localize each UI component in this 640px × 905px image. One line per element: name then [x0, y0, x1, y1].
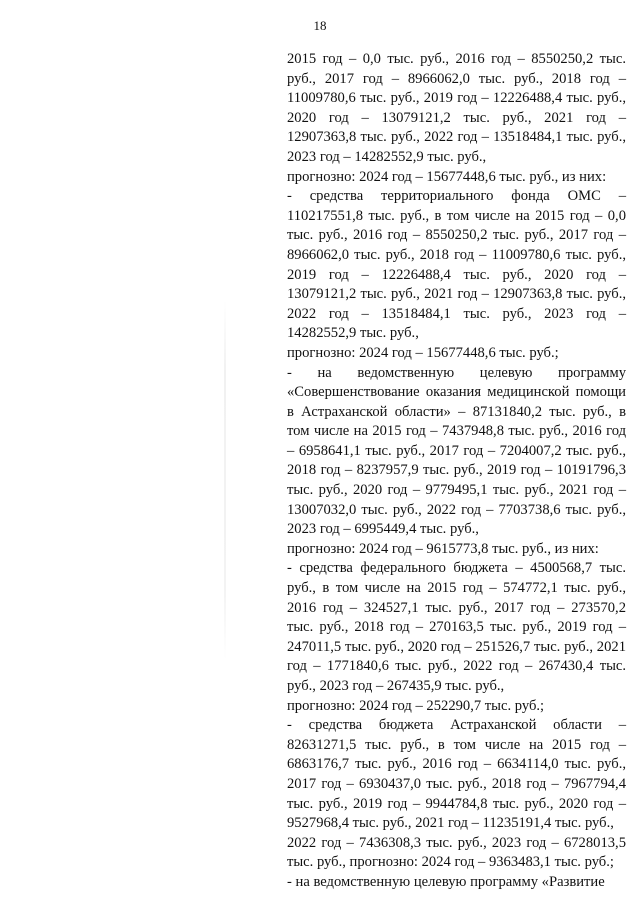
paragraph-federal-budget: - средства федерального бюджета – 4500568,7 тыс. руб., в том числе на 2015 год – 574772,1 тыс. руб., 2016 год – 324527,1 тыс. руб., 2017 год – 273570,2 тыс. руб., 2018 год – 270163,5 тыс. руб., 2019 год – 247011,5 тыс. руб., 2020 год – 251526,7 тыс. руб., 2021 год – 1771840,6 тыс. руб., 2022 год – 267430,4 тыс. руб., 2023 год – 267435,9 тыс. руб., — [287, 560, 626, 694]
paragraph-regional-budget: - средства бюджета Астраханской области – 82631271,5 тыс. руб., в том числе на 2015 год – 6863176,7 тыс. руб., 2016 год – 6634114,0 тыс. руб., 2017 год – 6930437,0 тыс. руб., 2018 год – 7967794,4 тыс. руб., 2019 год – 9944784,8 тыс. руб., 2020 год – 9527968,4 тыс. руб., 2021 год – 11235191,4 тыс. руб., — [287, 717, 626, 832]
paragraph-medical-forecast: прогнозно: 2024 год – 9615773,8 тыс. руб., из них: — [287, 540, 599, 557]
scan-artifact-line — [224, 300, 226, 660]
paragraph-oms-forecast: прогнозно: 2024 год – 15677448,6 тыс. руб.; — [287, 344, 559, 361]
paragraph-oms-fund: - средства территориального фонда ОМС – 110217551,8 тыс. руб., в том числе на 2015 год – 0,0 тыс. руб., 2016 год – 8550250,2 тыс. руб., 2017 год – 8966062,0 тыс. руб., 2018 год – 11009780,6 тыс. руб., 2019 год – 12226488,4 тыс. руб., 2020 год – 13079121,2 тыс. руб., 2021 год – 12907363,8 тыс. руб., 2022 год – 13518484,1 тыс. руб., 2023 год – 14282552,9 тыс. руб., — [287, 188, 626, 342]
document-body — [287, 50, 626, 893]
page-number: 18 — [313, 18, 327, 33]
paragraph-development-program: - на ведомственную целевую программу «Развитие — [287, 873, 605, 890]
paragraph-federal-forecast: прогнозно: 2024 год – 252290,7 тыс. руб.; — [287, 697, 545, 714]
paragraph-total-years: 2015 год – 0,0 тыс. руб., 2016 год – 8550250,2 тыс. руб., 2017 год – 8966062,0 тыс. руб., 2018 год – 11009780,6 тыс. руб., 2019 год – 12226488,4 тыс. руб., 2020 год – 13079121,2 тыс. руб., 2021 год – 12907363,8 тыс. руб., 2022 год – 13518484,1 тыс. руб., 2023 год – 14282552,9 тыс. руб., — [287, 51, 626, 165]
paragraph-forecast: прогнозно: 2024 год – 15677448,6 тыс. руб., из них: — [287, 168, 607, 185]
paragraph-medical-program: - на ведомственную целевую программу «Совершенствование оказания медицинской помощи в Астраханской области» – 87131840,2 тыс. руб., в том числе на 2015 год – 7437948,8 тыс. руб., 2016 год – 6958641,1 тыс. руб., 2017 год – 7204007,2 тыс. руб., 2018 год – 8237957,9 тыс. руб., 2019 год – 10191796,3 тыс. руб., 2020 год – 9779495,1 тыс. руб., 2021 год – 13007032,0 тыс. руб., 2022 год – 7703738,6 тыс. руб., 2023 год – 6995449,4 тыс. руб., — [287, 364, 626, 538]
paragraph-regional-continued: 2022 год – 7436308,3 тыс. руб., 2023 год – 6728013,5 тыс. руб., прогнозно: 2024 год – 9363483,1 тыс. руб.; — [287, 834, 626, 871]
